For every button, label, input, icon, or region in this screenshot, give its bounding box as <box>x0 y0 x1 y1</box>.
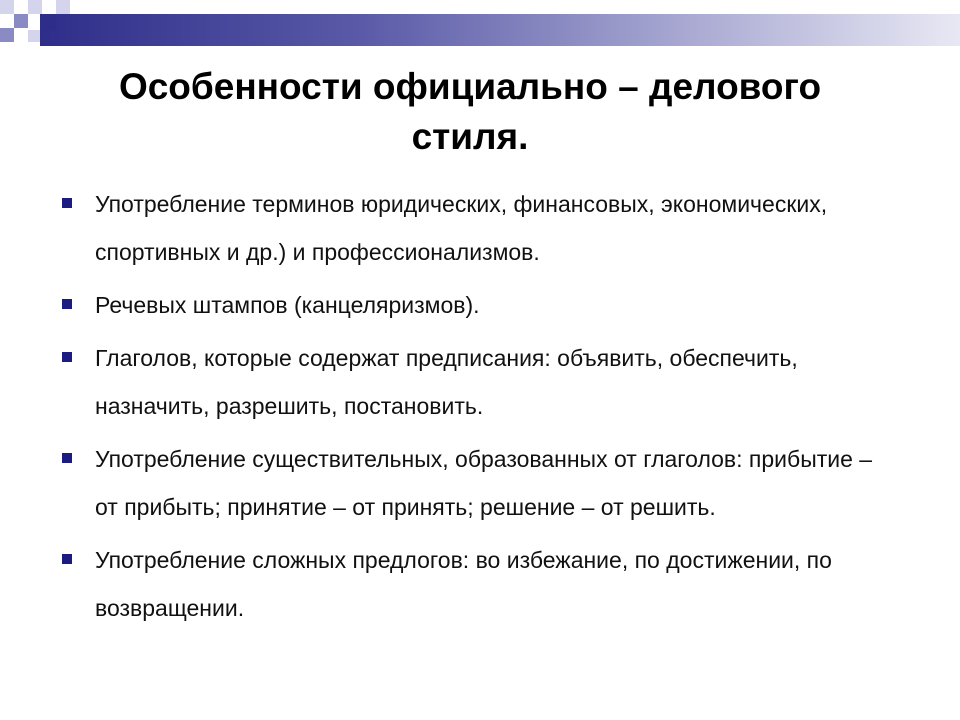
decor-square <box>0 28 14 42</box>
square-bullet-icon <box>62 554 72 564</box>
header-gradient-band <box>40 14 960 46</box>
square-bullet-icon <box>62 198 72 208</box>
decor-square <box>14 14 28 28</box>
square-bullet-icon <box>62 453 72 463</box>
decor-square <box>56 0 70 14</box>
slide-title-line-1: Особенности официально – делового <box>118 66 822 107</box>
decor-square <box>40 14 56 30</box>
slide-title-line-2: стиля. <box>411 116 529 157</box>
header-decoration <box>0 0 960 48</box>
bullet-text: Речевых штампов (канцеляризмов). <box>95 292 480 318</box>
bullet-text: Употребление сложных предлогов: во избежание, по достижении, по возвращении. <box>95 547 832 621</box>
square-bullet-icon <box>62 299 72 309</box>
list-item <box>60 334 900 430</box>
list-item <box>60 281 900 329</box>
decor-square <box>28 30 40 42</box>
decor-square <box>0 0 14 14</box>
list-item <box>60 180 900 276</box>
list-item <box>60 435 900 531</box>
decor-square <box>28 0 42 14</box>
square-bullet-icon <box>62 352 72 362</box>
list-item <box>60 536 900 632</box>
bullet-list <box>60 180 900 637</box>
slide-title <box>40 62 900 162</box>
bullet-text: Глаголов, которые содержат предписания: объявить, обеспечить, назначить, разрешить, постановить. <box>95 345 798 419</box>
bullet-text: Употребление терминов юридических, финансовых, экономических, спортивных и др.) и профессионализмов. <box>95 191 828 265</box>
bullet-text: Употребление существительных, образованных от глаголов: прибытие – от прибыть; принятие – от принять; решение – от решить. <box>95 446 873 520</box>
